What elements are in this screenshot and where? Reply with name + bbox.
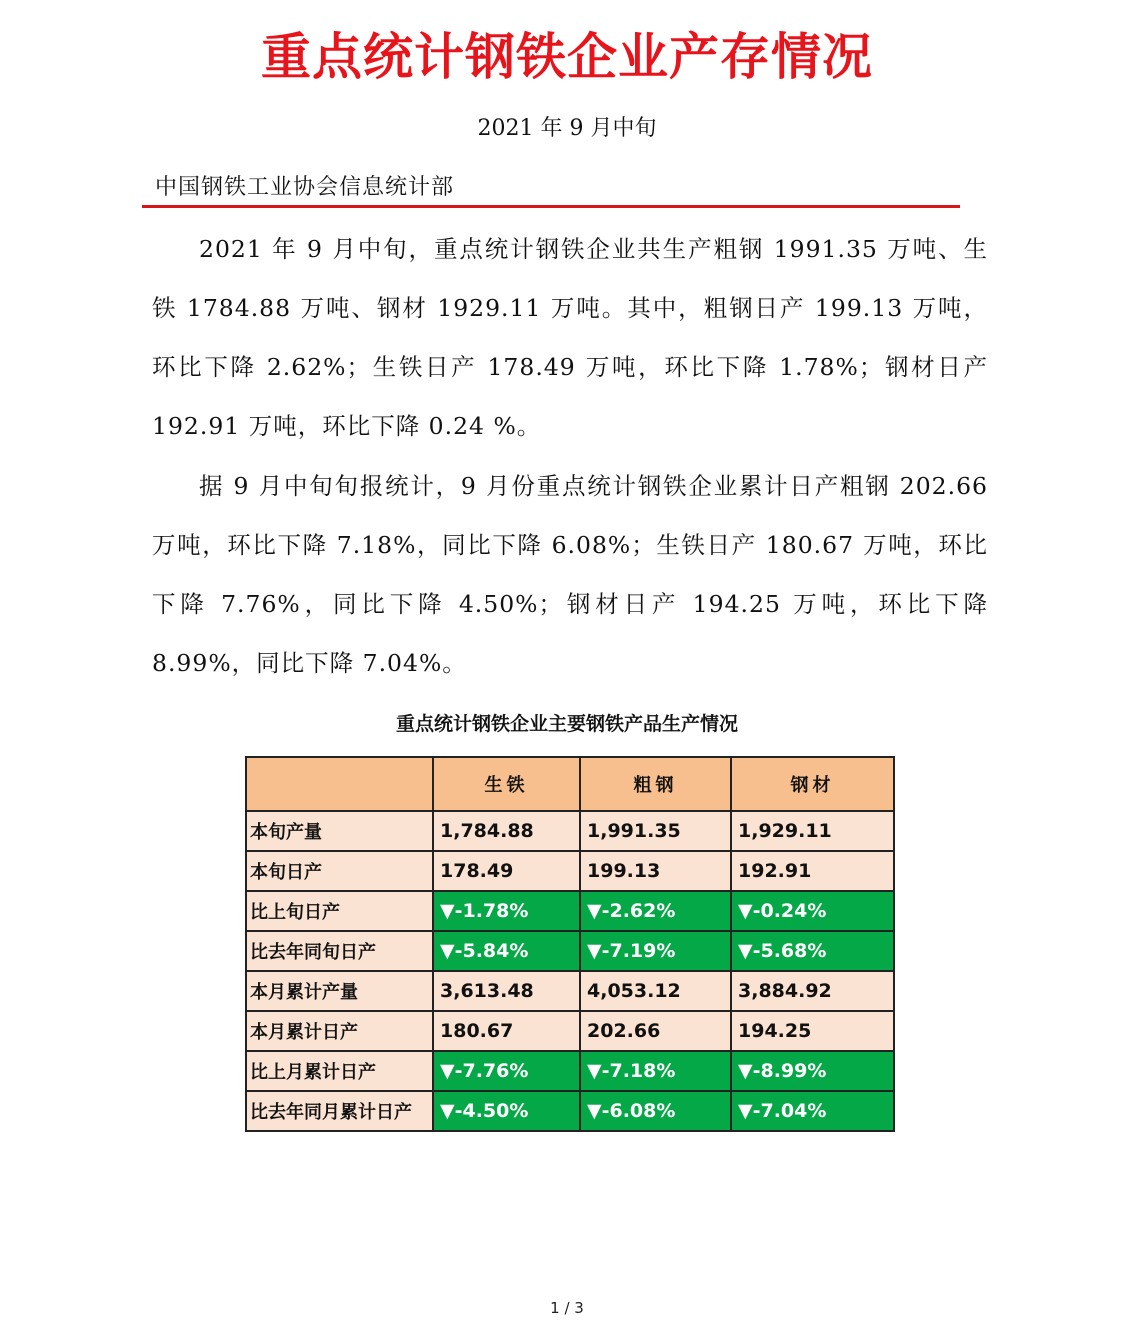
table-row xyxy=(246,971,894,1011)
cell-steel-products: 192.91 xyxy=(731,851,894,891)
table-header-row xyxy=(246,757,894,811)
table-row xyxy=(246,1051,894,1091)
row-label: 比上月累计日产 xyxy=(246,1051,433,1091)
production-table xyxy=(245,756,895,1132)
table-row xyxy=(246,851,894,891)
cell-steel-products: ▼-5.68% xyxy=(731,931,894,971)
header-cell-pig-iron: 生铁 xyxy=(433,757,580,811)
cell-steel-products: ▼-7.04% xyxy=(731,1091,894,1131)
table-row xyxy=(246,1091,894,1131)
header-cell-blank xyxy=(246,757,433,811)
body-paragraph-2: 据 9 月中旬旬报统计，9 月份重点统计钢铁企业累计日产粗钢 202.66 万吨，环比下降 7.18%，同比下降 6.08%；生铁日产 180.67 万吨，环比下降 7.76%，同比下降 4.50%；钢材日产 194.25 万吨，环比下降 8.99%，同比下降 7.04%。 xyxy=(152,472,988,677)
cell-pig-iron: 1,784.88 xyxy=(433,811,580,851)
cell-steel-products: 3,884.92 xyxy=(731,971,894,1011)
document-title: 重点统计钢铁企业产存情况 xyxy=(261,28,873,86)
cell-pig-iron: 178.49 xyxy=(433,851,580,891)
cell-crude-steel: ▼-6.08% xyxy=(580,1091,731,1131)
header-cell-crude-steel: 粗钢 xyxy=(580,757,731,811)
cell-pig-iron: 180.67 xyxy=(433,1011,580,1051)
table-title: 重点统计钢铁企业主要钢铁产品生产情况 xyxy=(395,713,738,735)
row-label: 本旬日产 xyxy=(246,851,433,891)
cell-pig-iron: ▼-4.50% xyxy=(433,1091,580,1131)
header-cell-steel-products: 钢材 xyxy=(731,757,894,811)
row-label: 本旬产量 xyxy=(246,811,433,851)
department-name: 中国钢铁工业协会信息统计部 xyxy=(155,175,455,200)
cell-pig-iron: ▼-7.76% xyxy=(433,1051,580,1091)
row-label: 比去年同旬日产 xyxy=(246,931,433,971)
cell-pig-iron: ▼-1.78% xyxy=(433,891,580,931)
body-paragraph-1: 2021 年 9 月中旬，重点统计钢铁企业共生产粗钢 1991.35 万吨、生铁 1784.88 万吨、钢材 1929.11 万吨。其中，粗钢日产 199.13 万吨，环比下降 2.62%；生铁日产 178.49 万吨，环比下降 1.78%；钢材日产 192.91 万吨，环比下降 0.24 %。 xyxy=(152,235,988,440)
cell-crude-steel: 1,991.35 xyxy=(580,811,731,851)
cell-crude-steel: ▼-7.18% xyxy=(580,1051,731,1091)
row-label: 比去年同月累计日产 xyxy=(246,1091,433,1131)
cell-steel-products: ▼-8.99% xyxy=(731,1051,894,1091)
cell-crude-steel: ▼-7.19% xyxy=(580,931,731,971)
table-row xyxy=(246,811,894,851)
report-date: 2021 年 9 月中旬 xyxy=(477,116,657,141)
row-label: 本月累计产量 xyxy=(246,971,433,1011)
cell-crude-steel: 202.66 xyxy=(580,1011,731,1051)
cell-crude-steel: ▼-2.62% xyxy=(580,891,731,931)
cell-crude-steel: 199.13 xyxy=(580,851,731,891)
cell-pig-iron: ▼-5.84% xyxy=(433,931,580,971)
page-number: 1 / 3 xyxy=(550,1299,584,1317)
cell-steel-products: 1,929.11 xyxy=(731,811,894,851)
cell-steel-products: ▼-0.24% xyxy=(731,891,894,931)
header-divider xyxy=(142,205,960,208)
row-label: 本月累计日产 xyxy=(246,1011,433,1051)
row-label: 比上旬日产 xyxy=(246,891,433,931)
table-row xyxy=(246,1011,894,1051)
cell-crude-steel: 4,053.12 xyxy=(580,971,731,1011)
cell-pig-iron: 3,613.48 xyxy=(433,971,580,1011)
table-row xyxy=(246,891,894,931)
cell-steel-products: 194.25 xyxy=(731,1011,894,1051)
table-row xyxy=(246,931,894,971)
